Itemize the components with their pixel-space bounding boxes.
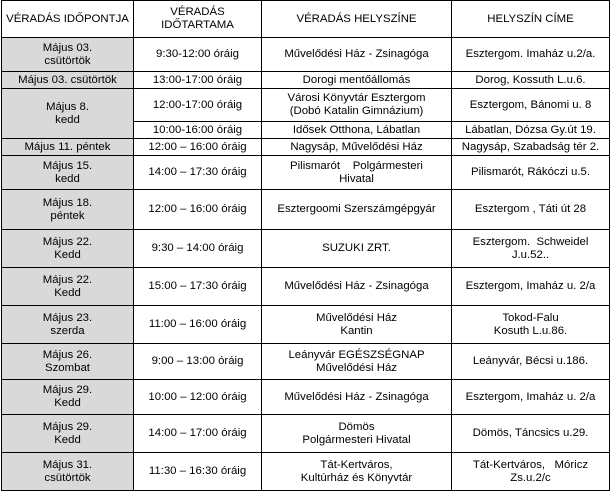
place-cell: Esztergoomi Szerszámgépgyár bbox=[262, 190, 452, 230]
date-cell: Május 22. Kedd bbox=[2, 268, 134, 306]
header-row bbox=[2, 1, 610, 38]
address-cell: Esztergom, Bánomi u. 8 bbox=[452, 89, 610, 122]
table-row bbox=[2, 190, 610, 230]
place-cell: Pilismarót Polgármesteri Hivatal bbox=[262, 156, 452, 190]
address-cell: Nagysáp, Szabadság tér 2. bbox=[452, 139, 610, 156]
time-cell: 12:00 – 16:00 óráig bbox=[134, 139, 262, 156]
address-cell: Esztergom. Imaház u.2/a. bbox=[452, 38, 610, 72]
address-cell: Esztergom, Imaház u. 2/a bbox=[452, 380, 610, 415]
table-row bbox=[2, 156, 610, 190]
date-cell: Május 23. szerda bbox=[2, 306, 134, 344]
time-cell: 13:00-17:00 óráig bbox=[134, 72, 262, 89]
address-cell: Dorog, Kossuth L.u.6. bbox=[452, 72, 610, 89]
date-cell: Május 15. kedd bbox=[2, 156, 134, 190]
date-cell: Május 29. Kedd bbox=[2, 380, 134, 415]
table-row bbox=[2, 380, 610, 415]
place-cell: Városi Könyvtár Esztergom (Dobó Katalin Gimnázium) bbox=[262, 89, 452, 122]
table-row bbox=[2, 453, 610, 491]
table-row bbox=[2, 415, 610, 453]
place-cell: SUZUKI ZRT. bbox=[262, 230, 452, 268]
place-cell: Dorogi mentőállomás bbox=[262, 72, 452, 89]
time-cell: 12:00-17:00 óráig bbox=[134, 89, 262, 122]
table-row bbox=[2, 344, 610, 380]
table-row bbox=[2, 72, 610, 89]
header-duration: VÉRADÁS IDŐTARTAMA bbox=[134, 1, 262, 38]
date-cell: Május 31. csütörtök bbox=[2, 453, 134, 491]
date-cell: Május 8. kedd bbox=[2, 89, 134, 139]
place-cell: Idősek Otthona, Lábatlan bbox=[262, 122, 452, 139]
date-cell: Május 03. csütörtök bbox=[2, 38, 134, 72]
time-cell: 11:00 – 16:00 óráig bbox=[134, 306, 262, 344]
address-cell: Esztergom. Schweidel J.u.52.. bbox=[452, 230, 610, 268]
header-address: HELYSZÍN CÍME bbox=[452, 1, 610, 38]
address-cell: Dömös, Táncsics u.29. bbox=[452, 415, 610, 453]
time-cell: 10:00 – 12:00 óráig bbox=[134, 380, 262, 415]
date-cell: Május 03. csütörtök bbox=[2, 72, 134, 89]
time-cell: 12:00 – 16:00 óráig bbox=[134, 190, 262, 230]
header-place: VÉRADÁS HELYSZÍNE bbox=[262, 1, 452, 38]
address-cell: Leányvár, Bécsi u.186. bbox=[452, 344, 610, 380]
time-cell: 9:30-12:00 óráig bbox=[134, 38, 262, 72]
address-cell: Pilismarót, Rákóczi u.5. bbox=[452, 156, 610, 190]
date-cell: Május 22. Kedd bbox=[2, 230, 134, 268]
place-cell: Művelődési Ház Kantin bbox=[262, 306, 452, 344]
table-row bbox=[2, 139, 610, 156]
table-row bbox=[2, 230, 610, 268]
address-cell: Tokod-Falu Kosuth L.u.86. bbox=[452, 306, 610, 344]
place-cell: Tát-Kertváros, Kultúrház és Könyvtár bbox=[262, 453, 452, 491]
address-cell: Esztergom , Táti út 28 bbox=[452, 190, 610, 230]
time-cell: 14:00 – 17:30 óráig bbox=[134, 156, 262, 190]
table-row bbox=[2, 38, 610, 72]
place-cell: Művelődési Ház - Zsinagóga bbox=[262, 38, 452, 72]
place-cell: Dömös Polgármesteri Hivatal bbox=[262, 415, 452, 453]
place-cell: Művelődési Ház - Zsinagóga bbox=[262, 268, 452, 306]
table-row bbox=[2, 89, 610, 122]
table-row bbox=[2, 306, 610, 344]
date-cell: Május 11. péntek bbox=[2, 139, 134, 156]
place-cell: Leányvár EGÉSZSÉGNAP Művelődési Ház bbox=[262, 344, 452, 380]
time-cell: 15:00 – 17:30 óráig bbox=[134, 268, 262, 306]
date-cell: Május 29. Kedd bbox=[2, 415, 134, 453]
place-cell: Nagysáp, Művelődési Ház bbox=[262, 139, 452, 156]
table-row bbox=[2, 268, 610, 306]
address-cell: Tát-Kertváros, Móricz Zs.u.2/c bbox=[452, 453, 610, 491]
header-date: VÉRADÁS IDŐPONTJA bbox=[2, 1, 134, 38]
address-cell: Lábatlan, Dózsa Gy.út 19. bbox=[452, 122, 610, 139]
blood-donation-schedule-table bbox=[1, 0, 610, 491]
time-cell: 9:00 – 13:00 óráig bbox=[134, 344, 262, 380]
time-cell: 14:00 – 17:00 óráig bbox=[134, 415, 262, 453]
time-cell: 10:00-16:00 óráig bbox=[134, 122, 262, 139]
time-cell: 11:30 – 16:30 óráig bbox=[134, 453, 262, 491]
place-cell: Művelődési Ház - Zsinagóga bbox=[262, 380, 452, 415]
date-cell: Május 18. péntek bbox=[2, 190, 134, 230]
date-cell: Május 26. Szombat bbox=[2, 344, 134, 380]
address-cell: Esztergom, Imaház u. 2/a bbox=[452, 268, 610, 306]
time-cell: 9:30 – 14:00 óráig bbox=[134, 230, 262, 268]
